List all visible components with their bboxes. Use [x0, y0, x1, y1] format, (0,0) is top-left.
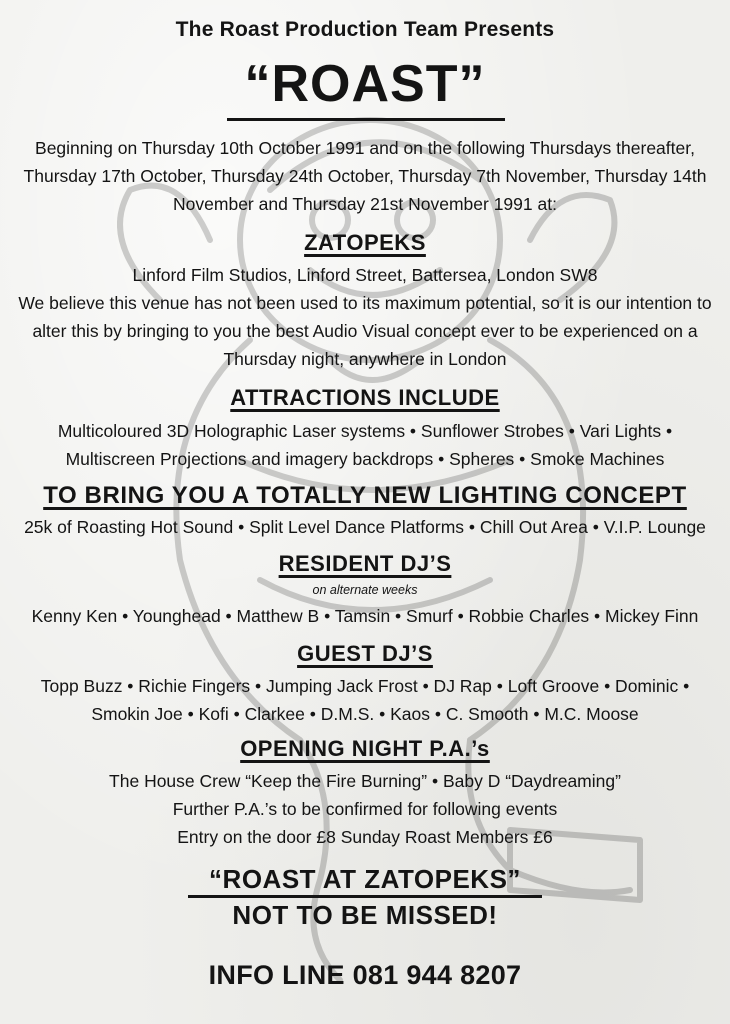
- guest-djs-list-2-text: Smokin Joe • Kofi • Clarkee • D.M.S. • Kaos • C. Smooth • M.C. Moose: [91, 704, 639, 724]
- presents-line-text: The Roast Production Team Presents: [175, 18, 555, 41]
- guest-djs-heading-text: GUEST DJ’S: [297, 641, 433, 666]
- resident-djs-list: [0, 606, 730, 627]
- dates-line-2-text: Thursday 17th October, Thursday 24th October, Thursday 7th November, Thursday 14th: [23, 166, 707, 186]
- venue-address-text: Linford Film Studios, Linford Street, Battersea, London SW8: [132, 265, 598, 285]
- dates-line-1: [0, 138, 730, 159]
- lighting-heading: [0, 482, 730, 510]
- resident-djs-heading: [0, 551, 730, 577]
- venue-description-3-text: Thursday night, anywhere in London: [223, 349, 507, 369]
- closer-line-2: [0, 900, 730, 931]
- guest-djs-list-1: [0, 676, 730, 697]
- lighting-line-1: [0, 517, 730, 538]
- attractions-line-2-text: Multiscreen Projections and imagery backdrops • Spheres • Smoke Machines: [65, 449, 665, 469]
- opening-pa-heading: [0, 736, 730, 762]
- resident-djs-heading-text: RESIDENT DJ’S: [278, 551, 452, 576]
- venue-description-3: [0, 349, 730, 370]
- dates-line-3: [0, 194, 730, 215]
- attractions-heading-text: ATTRACTIONS INCLUDE: [230, 385, 500, 410]
- venue-description-1-text: We believe this venue has not been used to its maximum potential, so it is our intention to: [18, 293, 712, 313]
- lighting-line-1-text: 25k of Roasting Hot Sound • Split Level Dance Platforms • Chill Out Area • V.I.P. Lounge: [24, 517, 706, 537]
- venue-heading: [0, 230, 730, 256]
- attractions-line-1-text: Multicoloured 3D Holographic Laser systems • Sunflower Strobes • Vari Lights •: [57, 421, 673, 441]
- venue-description-2-text: alter this by bringing to you the best Audio Visual concept ever to be experienced on a: [32, 321, 698, 341]
- event-title: [0, 54, 730, 114]
- guest-djs-list-2: [0, 704, 730, 725]
- presents-line: [0, 18, 730, 42]
- attractions-line-1: [0, 421, 730, 442]
- opening-pa-line-1-text: The House Crew “Keep the Fire Burning” • Baby D “Daydreaming”: [109, 771, 621, 791]
- dates-line-2: [0, 166, 730, 187]
- opening-pa-line-2-text: Further P.A.’s to be confirmed for following events: [172, 799, 558, 819]
- guest-djs-heading: [0, 641, 730, 667]
- entry-price-line: [0, 827, 730, 848]
- attractions-heading: [0, 385, 730, 411]
- lighting-heading-text: TO BRING YOU A TOTALLY NEW LIGHTING CONCEPT: [43, 482, 687, 509]
- dates-line-1-text: Beginning on Thursday 10th October 1991 and on the following Thursdays thereafter,: [35, 138, 695, 158]
- attractions-line-2: [0, 449, 730, 470]
- closer-underline: [188, 895, 542, 898]
- closer-line-1-text: “ROAST AT ZATOPEKS”: [209, 864, 521, 894]
- info-line-text: INFO LINE 081 944 8207: [208, 960, 522, 990]
- resident-djs-note-text: on alternate weeks: [312, 583, 418, 597]
- opening-pa-line-1: [0, 771, 730, 792]
- venue-heading-text: ZATOPEKS: [304, 230, 426, 255]
- venue-description-2: [0, 321, 730, 342]
- entry-price-line-text: Entry on the door £8 Sunday Roast Members £6: [177, 827, 553, 847]
- closer-line-1: [0, 864, 730, 895]
- opening-pa-line-2: [0, 799, 730, 820]
- title-underline: [227, 118, 505, 121]
- dates-line-3-text: November and Thursday 21st November 1991 at:: [173, 194, 557, 214]
- event-title-text: “ROAST”: [244, 55, 486, 113]
- resident-djs-note: [0, 583, 730, 597]
- resident-djs-list-text: Kenny Ken • Younghead • Matthew B • Tamsin • Smurf • Robbie Charles • Mickey Finn: [31, 606, 699, 626]
- venue-description-1: [0, 293, 730, 314]
- info-line: [0, 960, 730, 991]
- closer-line-2-text: NOT TO BE MISSED!: [232, 900, 498, 930]
- opening-pa-heading-text: OPENING NIGHT P.A.’s: [240, 736, 490, 761]
- venue-address: [0, 265, 730, 286]
- guest-djs-list-1-text: Topp Buzz • Richie Fingers • Jumping Jack Frost • DJ Rap • Loft Groove • Dominic •: [40, 676, 690, 696]
